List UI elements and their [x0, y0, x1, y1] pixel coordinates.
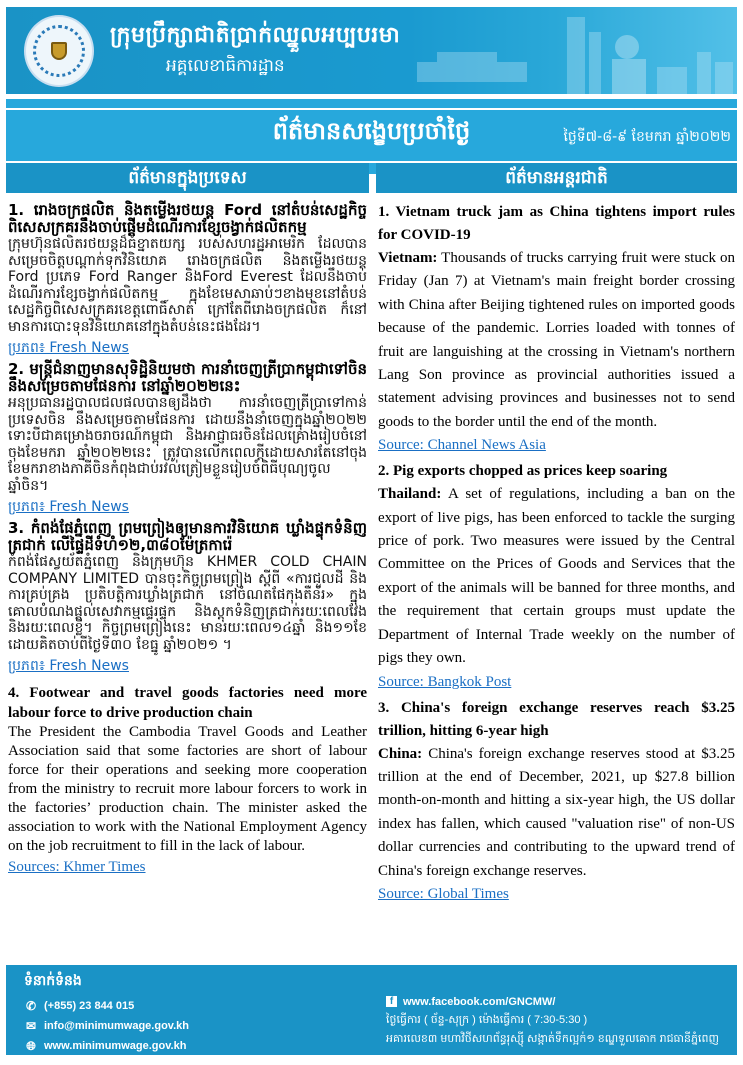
emblem-cup [51, 42, 67, 60]
facebook-icon: f [386, 996, 397, 1007]
article-text: Thousands of trucks carrying fruit were stuck on Friday (Jan 7) at Vietnam's main freight border crossing with China after Beijing tightened rules on imported goods because of the pandemic. Lorries loaded with tonnes of fruit are languishing at the crossing in Vietnam's northern Lang Son province as provincial authorities issued a statement advising provinces and businesses not to send goods to the border until the end of the month. [378, 250, 735, 430]
divider [6, 108, 737, 110]
article-text: China's foreign exchange reserves stood at $3.25 trillion at the end of December, 2021, up $27.8 billion month-on-month and hitting a six-year high, the US dollar index has fallen, which caused "valuation rise" of non-US dollar currencies and contributing to the upward trend of China's foreign exchange reserves. [378, 745, 735, 879]
article-body [378, 247, 735, 434]
article-body [378, 743, 735, 883]
email-link[interactable]: info@minimumwage.gov.kh [44, 1020, 189, 1032]
org-subtitle: អគ្គលេខាធិការដ្ឋាន [166, 56, 285, 76]
local-news-heading: ព័ត៌មានក្នុងប្រទេស [6, 163, 369, 193]
contact-website [24, 1036, 189, 1056]
article-source-link[interactable]: Source: Bangkok Post [378, 673, 512, 690]
news-article [376, 697, 737, 903]
mail-icon: ✉ [25, 1019, 37, 1033]
article-title: 2. មន្ត្រីជំនាញមានសុទិដ្ឋិនិយមថា ការនាំចេញត្រីប្រាកម្ពុជាទៅចិន នឹងសម្រេចតាមផែនការ នៅឆ្នាំ២០២២នេះ [8, 360, 367, 395]
article-source-link[interactable]: Source: Channel News Asia [378, 437, 546, 454]
page-title: ព័ត៌មានសង្ខេបប្រចាំថ្ងៃ [272, 117, 471, 145]
footer-contact [6, 965, 737, 1055]
article-body: អនុប្រធានរដ្ឋបាលជលផលបានឲ្យដឹងថា ការនាំចេញត្រីប្រាទៅកាន់ប្រទេសចិន នឹងសម្រេចតាមផែនការ ដោយនឹងនាំចេញក្នុងឆ្នាំ២០២២ ទោះបីជាគម្រោងចរាចរណ៍កម្ពុជា និងអាជ្ញាធរចិនដែលគ្រោងរៀបចំនៅចុងខែមករា ឆ្នាំ២០២២នេះ ត្រូវបានលើកពេលក្ដីដោយសារតែនៅចុង ខែមករាខាងភាគីចិនកំពុងជាប់រវល់ត្រៀមខ្លួនរៀបចំពិធីបុណ្យចូលឆ្នាំចិន។ [8, 395, 367, 494]
working-hours: ថ្ងៃធ្វើការ ( ច័ន្ទ-សុក្រ ) ម៉ោងធ្វើការ ( 7:30-5:30 ) [386, 1013, 588, 1026]
article-title: 1. Vietnam truck jam as China tightens import rules for COVID-19 [378, 204, 735, 243]
facebook-row [386, 992, 719, 1011]
international-news-column [376, 163, 737, 903]
phone-number: (+855) 23 844 015 [44, 1000, 135, 1012]
office-address: អគារលេខ៣ មហាវិថីសហព័ន្ធរុស្ស៊ី សង្កាត់ទឹកល្អក់១ ខណ្ឌទួលគោក រាជធានីភ្នំពេញ [386, 1032, 719, 1045]
article-source-link[interactable]: Source: Global Times [378, 885, 509, 902]
facebook-link[interactable]: www.facebook.com/GNCMW/ [403, 995, 556, 1008]
news-article [6, 202, 369, 359]
contact-phone [24, 996, 189, 1016]
contact-details [386, 992, 719, 1049]
article-source-link[interactable]: ប្រភព៖ Fresh News [8, 658, 129, 674]
contact-email [24, 1016, 189, 1036]
news-article [6, 361, 369, 518]
article-body: កំពង់ផែស្វយ័តភ្នំពេញ និងក្រុមហ៊ុន KHMER COLD CHAIN COMPANY LIMITED បានចុះកិច្ចព្រមព្រៀង ស្ដីពី «ការជួលដី និងការគ្រប់គ្រង ប្រតិបត្តិការឃ្លាំងត្រជាក់ នៅចំណតផែកុងតឺន័រ» ក្នុងគោលបំណងផ្ដល់សេវាកម្មផ្ទេរផ្ទុក និងស្តុកទំនិញត្រជាក់រយៈពេលវែងនិងរយៈពេលខ្លី។ កិច្ចព្រមព្រៀងនេះ មានរយៈពេល១៤ឆ្នាំ និង១១ខែ ដោយគិតចាប់ពីថ្ងៃទី៣០ ខែធ្នូ ឆ្នាំ២០២១ ។ [8, 554, 367, 653]
website-link[interactable]: www.minimumwage.gov.kh [44, 1040, 187, 1052]
article-country: China: [378, 745, 423, 762]
article-text: A set of regulations, including a ban on the export of live pigs, has been enforced to tackle the surging price of pork. Two measures were issued by the Central Committee on the Prices of Goods and Services that the export of the animals will be banned for three months, and the requirement that certain groups must update the Department of Internal Trade weekly on the number of pigs they own. [378, 486, 735, 667]
article-title: 4. Footwear and travel goods factories need more labour force to drive production chain [8, 685, 367, 721]
article-title: 1. រោងចក្រផលិត និងតម្លើងរថយន្ត Ford នៅតំបន់សេដ្ឋកិច្ចពិសេសក្រគរនឹងចាប់ផ្ដើមដំណើរការខ្សែចង្វាក់ផលិតកម្ម [8, 201, 367, 236]
article-country: Thailand: [378, 486, 442, 503]
international-news-heading: ព័ត៌មានអន្តរជាតិ [376, 163, 737, 193]
article-body [378, 483, 735, 670]
emblem-ring [33, 25, 85, 77]
article-body: The President the Cambodia Travel Goods and Leather Association said that some factories are short of labour force for their operations and seeking more cooperation from the ministry to recruit more labour forcers to work in the factories’ production chain. The minister asked the association to work with the National Employment Agency on the job recruitment to fill in the lack of labour. [8, 724, 367, 854]
news-article [376, 201, 737, 454]
article-country: Vietnam: [378, 250, 438, 266]
header-banner [6, 7, 737, 94]
local-news-column [6, 163, 369, 876]
article-source-link[interactable]: ប្រភព៖ Fresh News [8, 340, 129, 356]
skyline-illustration [417, 7, 737, 94]
news-article [6, 683, 369, 876]
news-article [6, 520, 369, 677]
council-emblem-icon [24, 15, 94, 87]
issue-date: ថ្ងៃទី៧-៨-៩ ខែមករា ឆ្នាំ២០២២ [563, 129, 731, 145]
globe-icon: 🌐︎ [26, 1038, 36, 1053]
article-title: 3. China's foreign exchange reserves reach $3.25 trillion, hitting 6-year high [378, 699, 735, 739]
article-source-link[interactable]: ប្រភព៖ Fresh News [8, 499, 129, 515]
news-article [376, 460, 737, 690]
article-body: ក្រុមហ៊ុនផលិតរថយន្តដ៏ធំខ្នាតយក្ស របស់សហរដ្ឋអាមេរិក ដែលបានសម្រេចចិត្តបណ្ដាក់ទុកវិនិយោគ រោងចក្រផលិត និងតម្លើងរថយន្ត Ford ប្រភេទ Ford Ranger និងFord Everest ដែលនឹងចាប់ដំណើរការខ្សែចង្វាក់ផលិតកម្ម ក្នុងខែមេសាឆាប់ៗខាងមុខនៅតំបន់សេដ្ឋកិច្ចពិសេសក្រគរខេត្តពោធិ៍សាត់ ក្រៅតែពីរោងចក្រផលិត ក៏នៅមានការបោះទុនវិនិយោគនៅក្នុងតំបន់នេះផងដែរ។ [8, 236, 367, 335]
phone-icon: ✆ [25, 999, 37, 1013]
org-name: ក្រុមប្រឹក្សាជាតិប្រាក់ឈ្នួលអប្បបរមា [110, 23, 401, 48]
article-title: 3. កំពង់ផែភ្នំពេញ ព្រមព្រៀងឲ្យមានការវិនិយោគ ឃ្លាំងផ្ទុកទំនិញត្រជាក់ លើផ្ទៃដីទំហំ១២,៣៨០ម៉ែត្រការ៉េ [8, 519, 367, 554]
article-title: 2. Pig exports chopped as prices keep soaring [378, 463, 668, 480]
article-source-link[interactable]: Sources: Khmer Times [8, 859, 146, 875]
contact-block [24, 971, 189, 1056]
contact-heading: ទំនាក់ទំនង [24, 973, 82, 989]
